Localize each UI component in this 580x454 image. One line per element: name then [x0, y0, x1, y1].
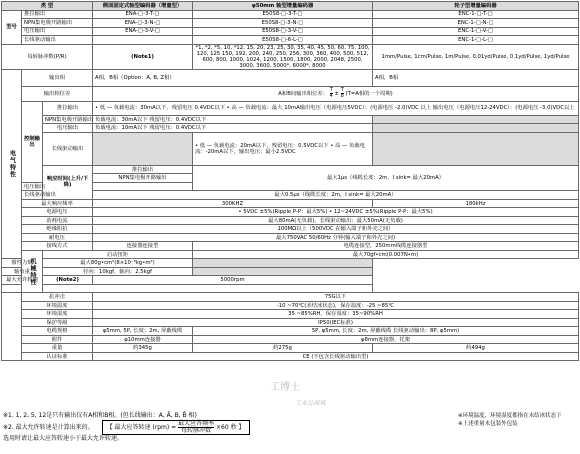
frac1-top: T: [329, 87, 333, 94]
line-driver-label: 长线驱动输出: [43, 132, 93, 165]
amb-temp-value: -10 ~70℃(未结冰状态)，保存温度：-25 ~85℃: [93, 301, 579, 310]
connection-col2: 电缆连接型，250mm线缆连接器型: [193, 242, 579, 251]
protection-label: 保护等级: [22, 318, 93, 327]
header-type: 类 型: [2, 2, 93, 11]
resp-row-0-label: 推拉输出: [93, 165, 193, 174]
shaft-load-label: 轴负重: [2, 267, 43, 276]
formula-right: ×60 秒 】: [216, 424, 245, 432]
cable-col2: 5P, φ5mm, 长度：2m, 屏蔽线缆 长线驱动输出：8P, φ5mm): [193, 327, 579, 336]
torque-label: 启动扭矩: [43, 250, 193, 259]
shaft-load-value: 径向：10kgf，轴向：2.5kgf: [43, 267, 193, 276]
current-label: 消耗电流: [22, 216, 93, 225]
amb-humid-value: 35 ~85%RH，保存湿度：35~90%RH: [93, 310, 579, 319]
power-value: • 5VDC ±5%(Ripple P-P：最大5%) • 12~24VDC ±5%(Ripple P-P：最大5%): [93, 208, 579, 217]
phase-diff-suffix: (T=A相的一个周期): [345, 91, 393, 98]
npn-oc-blank: [373, 115, 579, 124]
weight-col3: 约494g: [373, 344, 579, 353]
withstand-label: 耐电压: [22, 233, 93, 242]
output-phase-wheel: A相，B相: [373, 69, 579, 86]
frac2-top: T: [340, 87, 344, 94]
current-value: 最大80mA(无负载)，长线驱动输出：最大50mA(无负载): [93, 216, 579, 225]
model-row-0-col3: ENC-1-□-T-□: [373, 10, 579, 19]
cert-label: 认证标准: [22, 352, 93, 361]
accessory-col2: φ8mm连接器，托架: [193, 335, 579, 344]
mech-label: 机械特性: [22, 250, 43, 293]
frac2-bottom: 8: [340, 93, 344, 100]
note-1: ※1. 1, 2, 5, 12是只有输出仅有A相和B相。(但长线输出：A, Ā, B, B̄ 相): [3, 412, 197, 419]
amb-humid-label: 环境湿度: [22, 310, 93, 319]
note-2-prefix: ※2. 最大允许转速是计算出来的。: [3, 424, 94, 432]
accessory-label: 附件: [22, 335, 93, 344]
resp-row-3-label: 长线驱动输出: [22, 191, 43, 200]
ppr-wheel: 1mm/Pulse, 1cm/Pulse, 1m/Pulse, 0.01yd/Pulse, 0.1yd/Pulse, 1yd/Pulse: [373, 44, 579, 69]
model-row-1-col1: ENA-□-3-N-□: [93, 19, 193, 28]
vibration-label: [2, 284, 43, 293]
frac1-bottom: 4: [329, 93, 333, 100]
shaft-load-blank: [193, 267, 373, 276]
phase-diff-frac2: [341, 88, 344, 99]
header-col2: φ50mm 轴型增量编码器: [193, 2, 373, 11]
model-row-3-col1: [93, 36, 193, 45]
model-row-0-label: 推拉输出: [22, 10, 93, 19]
resp-value-b: 最大0.5μs（线缆长度：2m，I sink= 最大20mA）: [93, 191, 579, 200]
push-pull-value: • 低 — 负载电流：30mA以下，残留电压 0.4VDC以下 • 高 — 负载电流：最大 10mA输出电压（电源电压5VDC）：(电源电压 -2.0)VDC 以上 输出电压（电源电压12-24VDC）：(电源电压 -3.0)VDC以上: [93, 101, 579, 115]
response-label: 响应时间(上升/下降): [43, 165, 93, 199]
ppr-values: *1, *2, *5, 10, *12, 15, 20, 23, 25, 30, 35, 40, 45, 50, 60, 75, 100, 120, 125 150, 192, 200, 240, 250, 256, 300, 360, 400, 500, 512, 600, 800, 1000, 1024, 1200, 1500, 1800, 2000, 2048, 2500, 3000, 3600, 5000*, 6000*, 8000: [193, 44, 373, 69]
protection-value: IP50(IEC标准): [93, 318, 579, 327]
model-row-1-col2: E50S8-□-3-N-□: [193, 19, 373, 28]
formula-denominator: 每转脉冲数: [181, 427, 212, 435]
formula-fraction: [178, 421, 214, 434]
cable-col1: φ5mm, 5P, 长度：2m, 屏蔽线缆: [93, 327, 193, 336]
ppr-label: 每转脉冲数(P/R): [2, 44, 93, 69]
max-freq-label: 最大响应频率: [22, 199, 93, 208]
insulation-value: 100MΩ以上（500VDC 在输入端子和外壳之间）: [93, 225, 579, 234]
line-driver-value: • 低 — 负载电流：20mA以下，残留电压：0.5VDC以下 • 高 — 负载电流：-20mA以下，输出电压：最小2.5VDC: [193, 132, 373, 165]
model-row-1-col3: ENC-1-□-N-□: [373, 19, 579, 28]
model-row-2-col2: E50S8-□-3-V-□: [193, 27, 373, 36]
max-freq-wheel: 180kHz: [373, 199, 579, 208]
weight-label: 重量: [22, 344, 93, 353]
line-driver-blank-2: [373, 132, 579, 165]
npn-oc-value: 负载电流：30mA以下 残留电压：0.4VDC以下: [93, 115, 373, 124]
control-output-label: 控制输出: [22, 101, 43, 182]
torque-value: 最大70gf•cm(0.007N•m): [193, 250, 579, 259]
max-speed-label: 最大允许转速: [2, 276, 43, 285]
model-row-0-col1: ENA-□-3-T-□: [93, 10, 193, 19]
phase-diff-value: A和B间输出相位差： $\frac{T}{4}$ ± $\frac{T}{8} (T=A$相的一个周期): [93, 86, 579, 101]
ppr-note: (Note1): [93, 44, 193, 69]
inertia-value: 最大80g•cm²(8×10⁻⁶kg•m²): [43, 259, 193, 268]
model-row-2-col3: ENC-1-□-V-□: [373, 27, 579, 36]
model-label: 型号: [2, 10, 22, 44]
max-freq-value: 300KHZ: [93, 199, 373, 208]
power-label: 电源电压: [22, 208, 93, 217]
connection-label: 接线方式: [22, 242, 93, 251]
connection-col1: 连接器连接型: [93, 242, 193, 251]
footnotes: [3, 412, 578, 443]
env-blank: [2, 293, 22, 361]
max-speed-note: (Note2): [43, 276, 93, 285]
header-col1: 侧面固定式轴型编码器（增量型）: [93, 2, 193, 11]
cert-value: CE (不包含长线驱动输出型): [93, 352, 579, 361]
header-row: [2, 2, 579, 11]
vibration-value: [43, 284, 373, 293]
elec-label: 电气特性: [2, 69, 22, 259]
model-row-1-label: NPN集电极开路输出: [22, 19, 93, 28]
voltage-out-label: 电压输出: [43, 124, 93, 133]
model-row-3-label: 长线驱动输出: [22, 36, 93, 45]
push-pull-label: 推拉输出: [43, 101, 93, 115]
weight-col2: 约275g: [193, 344, 373, 353]
header-col3: 轮子型增量编码器: [373, 2, 579, 11]
accessory-col1: φ10mm连接器: [93, 335, 193, 344]
voltage-out-value: 负载电流：10mA以下 残留电压：0.4VDC以下: [93, 124, 373, 133]
formula-numerator: 最大应答频率: [178, 420, 215, 428]
output-phase-value: A相，B相（Option：A, B, Z相）: [93, 69, 373, 86]
speed-formula: [102, 420, 250, 435]
watermark-en: 工业品商城: [296, 400, 327, 407]
line-driver-blank: [93, 132, 193, 165]
formula-left: 【 最大应答转速 (rpm) =: [106, 424, 177, 432]
model-row-3-col2: E50S8-□-6-L-□: [193, 36, 373, 45]
phase-diff-frac1: [330, 88, 333, 99]
cable-label: 电缆规格: [22, 327, 93, 336]
model-row-0-col2: E50S8-□-3-T-□: [193, 10, 373, 19]
weight-col1: 约345g: [93, 344, 193, 353]
inertia-blank: [193, 259, 373, 268]
npn-oc-label: NPN集电极开路输出: [43, 115, 93, 124]
model-row-2-col1: ENA-□-3-V-□: [93, 27, 193, 36]
resp-row-2-label: 电压输出: [22, 182, 43, 191]
right-note-1: ※环境温度，环境湿度都指在未结冰状态下: [458, 413, 562, 419]
voltage-out-blank: [373, 124, 579, 133]
note-3: 选用时请让最大应答转速小于最大允许转速。: [3, 435, 124, 443]
model-row-3-col3: ENC-1-□-L-□: [373, 36, 579, 45]
model-row-2-label: 电压输出: [22, 27, 93, 36]
resp-row-1-label: NPN集电极开路输出: [93, 174, 193, 183]
spec-table: [1, 1, 579, 361]
amb-temp-label: 环境温度: [22, 301, 93, 310]
max-speed-value: 5000rpm: [93, 276, 373, 285]
phase-diff-prefix: A和B间输出相位差：: [278, 91, 328, 98]
resp-value-a: 最大1μs（线缆长度：2m，I sink= 最大20mA）: [193, 165, 579, 191]
shock-value: 75G以下: [93, 293, 579, 302]
output-phase-label: 输出相: [22, 69, 93, 86]
inertia-label: 惯性力矩: [2, 259, 43, 268]
phase-diff-label: 输出相位差: [22, 86, 93, 101]
right-note-2: ※上述重量未包装外包装: [458, 421, 518, 427]
withstand-value: 最大750VAC 50/60Hz 分钟(输入端子和外壳之间): [93, 233, 579, 242]
right-notes: [458, 412, 562, 428]
insulation-label: 绝缘阻抗: [22, 225, 93, 234]
watermark-cn: 工博士: [270, 382, 300, 393]
shock-label: 抗冲击: [22, 293, 93, 302]
